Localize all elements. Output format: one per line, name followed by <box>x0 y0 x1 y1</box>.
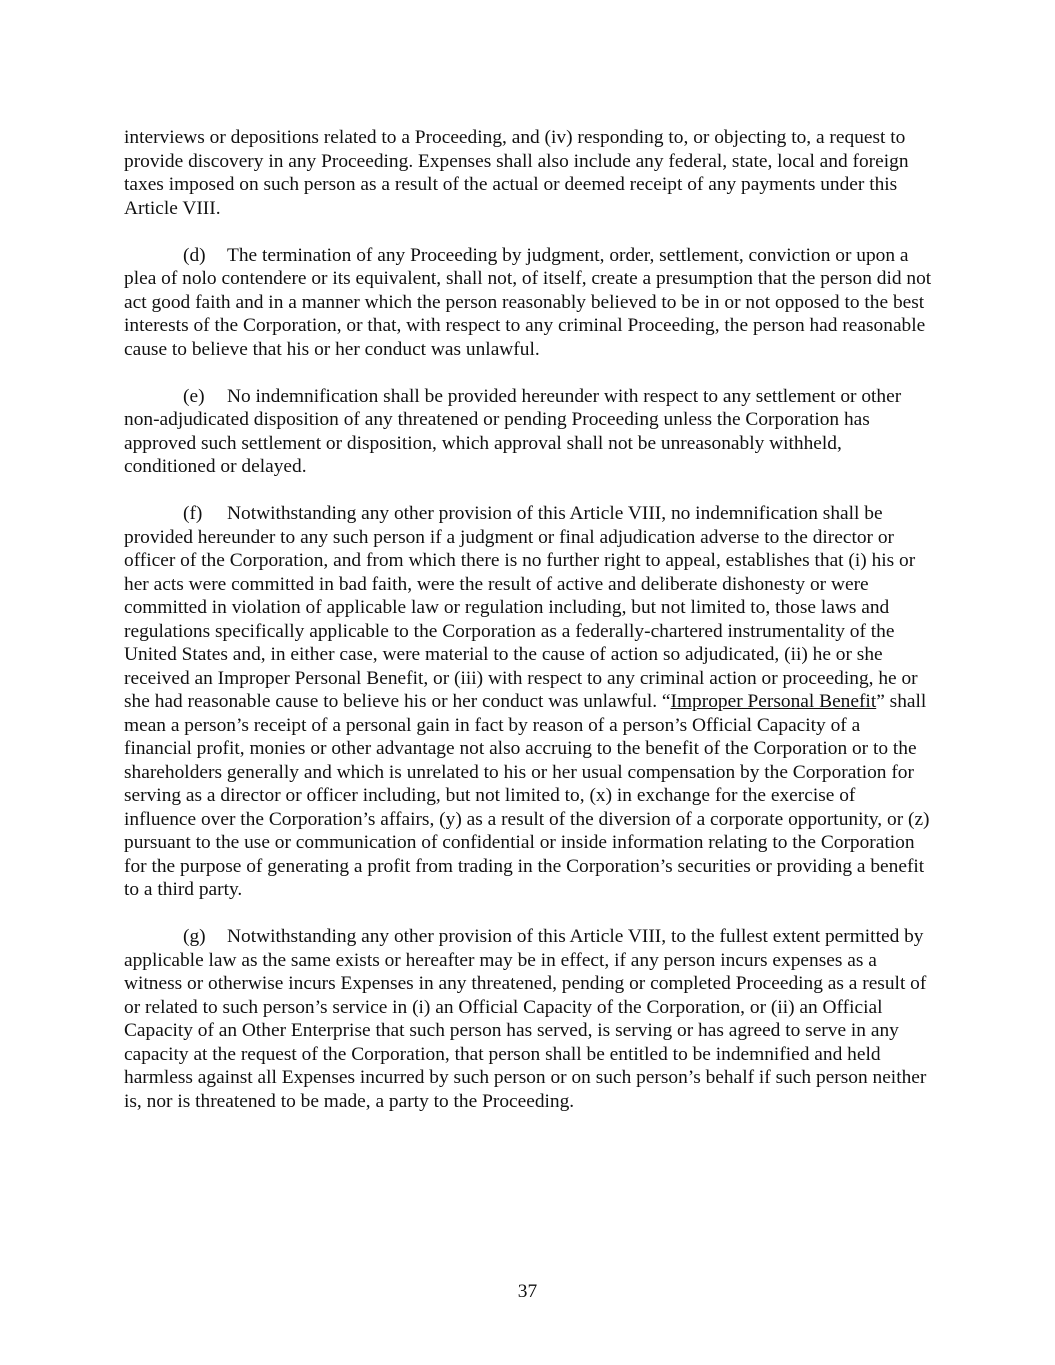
paragraph-label: (g) <box>183 926 206 947</box>
paragraph-text-before-term: Notwithstanding any other provision of this Article VIII, no indemnification shall be provided hereunder to any such person if a judgment or final adjudication adverse to the director or officer of the Corporation, and from which there is no further right to appeal, establishes that (i) his or her acts were committed in bad faith, were the result of active and deliberate dishonesty or were committed in violation of applicable law or regulation including, but not limited to, those laws and regulations specifically applicable to the Corporation as a federally-chartered instrumentality of the United States and, in either case, were material to the cause of action so adjudicated, (ii) he or she received an Improper Personal Benefit, or (iii) with respect to any criminal action or proceeding, he or she had reasonable cause to believe his or her conduct was unlawful. “ <box>124 503 918 712</box>
paragraph-text: No indemnification shall be provided hereunder with respect to any settlement or other non-adjudicated disposition of any threatened or pending Proceeding unless the Corporation has approved such settlement or disposition, which approval shall not be unreasonably withheld, conditioned or delayed. <box>124 385 902 477</box>
paragraph-e <box>124 385 932 479</box>
paragraph-label: (f) <box>183 503 203 524</box>
paragraph-c-continuation: interviews or depositions related to a Proceeding, and (iv) responding to, or objecting to, a request to provide discovery in any Proceeding. Expenses shall also include any federal, state, local and foreign taxes imposed on such person as a result of the actual or deemed receipt of any payments under this Article VIII. <box>124 127 909 219</box>
document-body <box>124 126 932 1137</box>
paragraph-label: (e) <box>183 385 205 407</box>
paragraph-text: Notwithstanding any other provision of this Article VIII, to the fullest extent permitted by applicable law as the same exists or hereafter may be in effect, if any person incurs expenses as a witness or otherwise incurs Expenses in any threatened, pending or completed Proceeding as a result of or related to such person’s service in (i) an Official Capacity of the Corporation, or (ii) an Official Capacity of an Other Enterprise that such person has served, is serving or has agreed to serve in any capacity at the request of the Corporation, that person shall be entitled to be indemnified and held harmless against all Expenses incurred by such person or on such person’s behalf if such person neither is, nor is threatened to be made, a party to the Proceeding. <box>124 926 927 1112</box>
paragraph-d <box>124 244 932 362</box>
paragraph-g <box>124 925 932 1113</box>
paragraph-text: The termination of any Proceeding by judgment, order, settlement, conviction or upon a plea of nolo contendere or its equivalent, shall not, of itself, create a presumption that the person did not act good faith and in a manner which the person reasonably believed to be in or not opposed to the best interests of the Corporation, or that, with respect to any criminal Proceeding, the person had reasonable cause to believe that his or her conduct was unlawful. <box>124 244 932 360</box>
paragraph-label: (d) <box>183 244 206 266</box>
defined-term: Improper Personal Benefit <box>670 691 877 712</box>
paragraph-text-after-term: ” shall mean a person’s receipt of a personal gain in fact by reason of a person’s Official Capacity of a financial profit, monies or other advantage not also accruing to the benefit of the Corporation or to the shareholders generally and which is unrelated to his or her usual compensation by the Corporation for serving as a director or officer including, but not limited to, (x) in exchange for the exercise of influence over the Corporation’s affairs, (y) as a result of the diversion of a corporate opportunity, or (z) pursuant to the use or communication of confidential or inside information relating to the Corporation for the purpose of generating a profit from trading in the Corporation’s securities or providing a benefit to a third party. <box>124 691 930 900</box>
paragraph-f <box>124 502 932 902</box>
page-number: 37 <box>517 1281 538 1302</box>
